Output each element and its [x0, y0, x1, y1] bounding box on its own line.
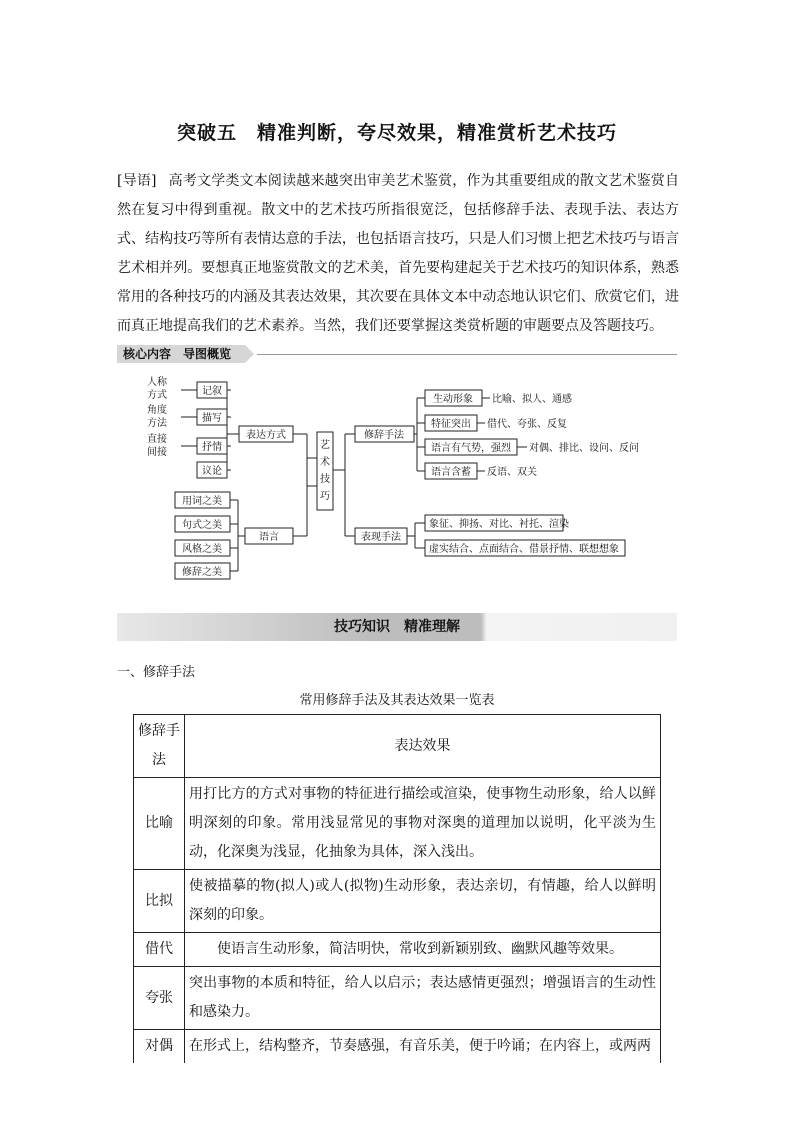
table-caption: 常用修辞手法及其表达效果一览表: [299, 693, 495, 708]
section-bar-label: 核心内容 导图概览: [117, 345, 245, 363]
rhetoric-table: [133, 714, 661, 1063]
header-cell: 表达效果: [185, 715, 661, 778]
intro-text: 高考文学类文本阅读越来越突出审美艺术鉴赏，作为其重要组成的散文艺术鉴赏自然在复习中得到重视。散文中的艺术技巧所指很宽泛，包括修辞手法、表现手法、表达方式、结构技巧等所有表情达意的手法，也包括语言技巧，只是人们习惯上把艺术技巧与语言艺术相并列。要想真正地鉴赏散文的艺术美，首先要构建起关于艺术技巧的知识体系，熟悉常用的各种技巧的内涵及其表达效果，其次要在具体文本中动态地认识它们、欣赏它们，进而真正地提高我们的艺术素养。当然，我们还要掌握这类赏析题的审题要点及答题技巧。: [117, 173, 679, 334]
table-cell-term: 比拟: [134, 870, 185, 933]
table-cell-term: 夸张: [134, 967, 185, 1030]
table-cell-effect: 在形式上，结构整齐，节奏感强，有音乐美，便于吟诵；在内容上，或两两: [185, 1030, 661, 1064]
table-cell-effect: 使被描摹的物(拟人)或人(拟物)生动形象，表达亲切，有情趣，给人以鲜明深刻的印象。: [185, 870, 661, 933]
rhet-node: 语言含蓄: [431, 467, 471, 478]
mind-map: [117, 370, 677, 582]
table-cell-term: 对偶: [134, 1030, 185, 1064]
section-bar-mindmap: [117, 345, 677, 363]
performance-node: 表现手法: [361, 532, 401, 543]
table-row: [134, 967, 661, 1030]
table-row: [134, 933, 661, 967]
table-header-row: [134, 715, 661, 778]
lang-node: 修辞之美: [182, 567, 222, 578]
method-node: 描写: [202, 413, 222, 424]
table-cell-term: 借代: [134, 933, 185, 967]
table-cell-effect: 使语言生动形象，简洁明快，常收到新颖别致、幽默风趣等效果。: [185, 933, 661, 967]
expression-node: 表达方式: [246, 430, 286, 441]
rhet-node: 特征突出: [431, 419, 471, 430]
intro-label: [导语]: [117, 173, 157, 189]
center-node-3: 技: [320, 474, 330, 485]
table-cell-term: 比喻: [134, 778, 185, 870]
header-cell: 修辞手法: [134, 715, 185, 778]
rhet-note: 对偶、排比、设问、反问: [529, 443, 639, 454]
lang-node: 用词之美: [182, 496, 222, 507]
table-row: [134, 870, 661, 933]
language-node: 语言: [259, 532, 279, 543]
section-bar-arrow: [245, 345, 254, 363]
perf-node: 象征、抑扬、对比、衬托、渲染: [429, 519, 569, 530]
rhet-node: 生动形象: [433, 394, 473, 405]
lang-node: 句式之美: [182, 520, 222, 531]
method-node: 抒情: [202, 442, 222, 453]
section-heading: 一、修辞手法: [117, 665, 196, 680]
section-bar-rule: [257, 354, 677, 355]
side-label-1b: 方式: [147, 390, 167, 401]
side-label-3b: 间接: [147, 447, 167, 458]
lang-node: 风格之美: [182, 544, 222, 555]
table-cell-effect: 突出事物的本质和特征，给人以启示；表达感情更强烈；增强语言的生动性和感染力。: [185, 967, 661, 1030]
rhet-note: 借代、夸张、反复: [487, 419, 567, 430]
table-row: [134, 1030, 661, 1064]
side-label-3a: 直接: [147, 434, 167, 445]
table-row: [134, 778, 661, 870]
table-cell-effect: 用打比方的方式对事物的特征进行描绘或渲染，使事物生动形象，给人以鲜明深刻的印象。常用浅显常见的事物对深奥的道理加以说明，化平淡为生动，化深奥为浅显，化抽象为具体，深入浅出。: [185, 778, 661, 870]
side-label-1a: 人称: [147, 377, 167, 388]
rhet-note: 比喻、拟人、通感: [492, 394, 572, 405]
banner-bar: [117, 613, 677, 641]
rhetoric-node: 修辞手法: [364, 430, 404, 441]
banner-title: 技巧知识 精准理解: [334, 619, 460, 635]
intro-paragraph: [117, 167, 679, 341]
method-node: 议论: [202, 466, 222, 477]
rhet-note: 反语、双关: [487, 467, 537, 478]
page-title: 突破五 精准判断，夸尽效果，精准赏析艺术技巧: [176, 122, 617, 144]
perf-node: 虚实结合、点面结合、借景抒情、联想想象: [429, 544, 619, 555]
center-node-1: 艺: [320, 440, 330, 451]
method-node: 记叙: [202, 386, 222, 397]
side-label-2b: 方法: [147, 418, 167, 429]
side-label-2a: 角度: [147, 405, 167, 416]
rhet-node: 语言有气势，强烈: [431, 443, 511, 454]
center-node-4: 巧: [320, 491, 330, 502]
center-node-2: 术: [320, 457, 330, 468]
